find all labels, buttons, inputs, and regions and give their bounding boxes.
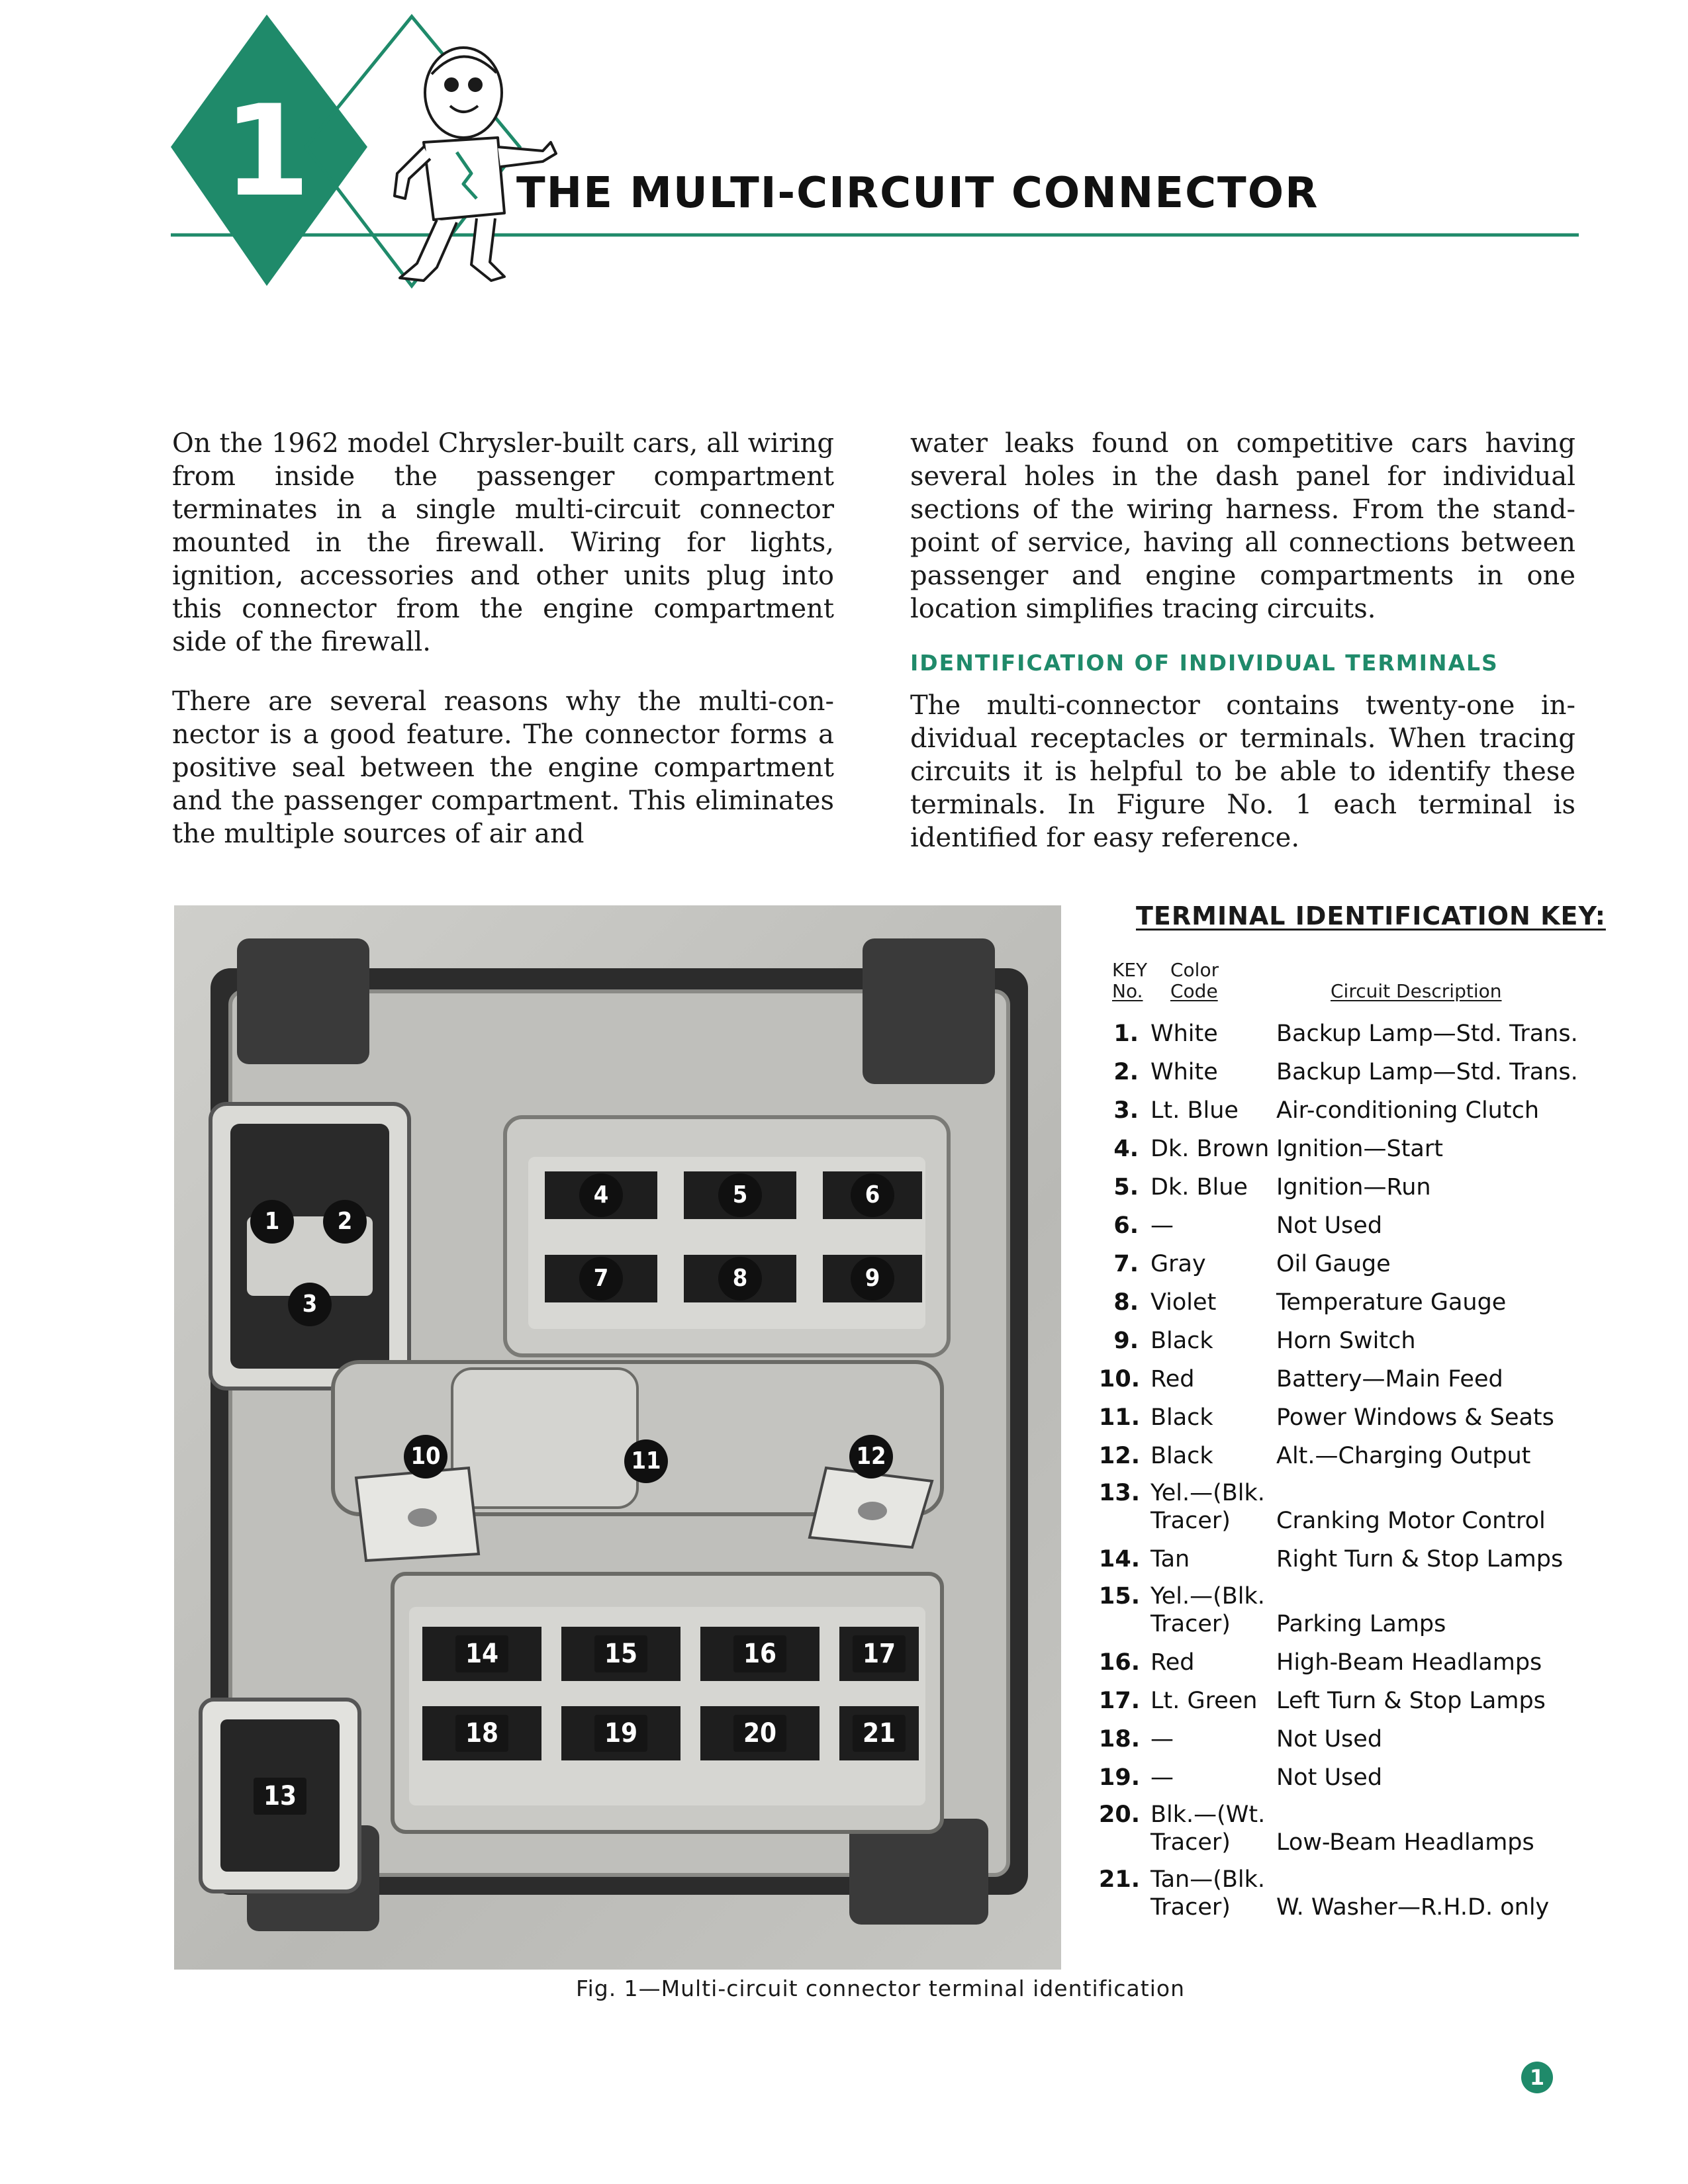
terminal-label: 21 <box>853 1715 906 1752</box>
color-code: Black <box>1150 1328 1213 1354</box>
key-row <box>1099 1437 1602 1475</box>
terminal-label: 3 <box>288 1283 332 1326</box>
terminal-label: 18 <box>455 1715 508 1752</box>
color-code: Lt. Blue <box>1150 1097 1239 1124</box>
key-header-circuit-description <box>1331 981 1502 1002</box>
color-code: — <box>1150 1726 1174 1752</box>
key-header-text: Code <box>1170 980 1218 1002</box>
terminal-label: 19 <box>594 1715 647 1752</box>
circuit-description: Power Windows & Seats <box>1276 1404 1554 1431</box>
body-right-column <box>910 427 1575 854</box>
key-number: 7. <box>1113 1251 1139 1277</box>
circuit-description: Oil Gauge <box>1276 1251 1391 1277</box>
key-number: 21. <box>1099 1866 1141 1893</box>
color-code: — <box>1150 1212 1174 1239</box>
color-code: Tan <box>1150 1546 1190 1572</box>
terminal-label: 11 <box>624 1439 668 1483</box>
circuit-description: Backup Lamp—Std. Trans. <box>1276 1021 1578 1047</box>
key-row <box>1099 1720 1602 1758</box>
terminal-label: 15 <box>594 1635 647 1672</box>
circuit-description: Battery—Main Feed <box>1276 1366 1503 1392</box>
terminal-label: 8 <box>718 1257 762 1300</box>
color-code: Lt. Green <box>1150 1688 1258 1714</box>
terminal-label: 10 <box>404 1435 447 1479</box>
circuit-description: Alt.—Charging Output <box>1276 1443 1531 1469</box>
key-number: 19. <box>1099 1764 1141 1791</box>
key-row <box>1099 1206 1602 1245</box>
key-number: 6. <box>1113 1212 1139 1239</box>
terminal-label: 1 <box>250 1200 294 1244</box>
circuit-description: Low-Beam Headlamps <box>1276 1829 1534 1856</box>
circuit-description: Parking Lamps <box>1276 1611 1446 1637</box>
connector-drawing <box>174 905 1061 1970</box>
key-title: TERMINAL IDENTIFICATION KEY: <box>1136 901 1606 931</box>
key-number: 9. <box>1113 1328 1139 1354</box>
terminal-label: 14 <box>455 1635 508 1672</box>
color-code: — <box>1150 1764 1174 1791</box>
key-number: 13. <box>1099 1480 1141 1506</box>
body-paragraph: On the 1962 model Chrysler-built cars, all wiring from inside the passenger compartment terminates in a single multi-circuit connector mounted in the firewall. Wiring for lights, ignition, accessories and other units plug into this connector from the engine compartment side of the firewall. <box>172 428 834 657</box>
circuit-description: Not Used <box>1276 1726 1383 1752</box>
key-row <box>1099 1015 1602 1053</box>
circuit-description: Horn Switch <box>1276 1328 1416 1354</box>
circuit-description: Not Used <box>1276 1212 1383 1239</box>
body-left-column <box>172 427 834 850</box>
key-row <box>1099 1758 1602 1797</box>
color-code: Gray <box>1150 1251 1206 1277</box>
key-header-key-no <box>1112 960 1147 1002</box>
key-header-text: Color <box>1170 959 1219 981</box>
key-number: 15. <box>1099 1583 1141 1610</box>
key-number: 12. <box>1099 1443 1141 1469</box>
terminal-label: 6 <box>851 1173 894 1217</box>
key-row <box>1099 1283 1602 1322</box>
section-heading: IDENTIFICATION OF INDIVIDUAL TERMINALS <box>910 650 1499 676</box>
terminal-label: 5 <box>718 1173 762 1217</box>
terminal-label: 9 <box>851 1257 894 1300</box>
connector-photo <box>174 905 1061 1970</box>
circuit-description: Cranking Motor Control <box>1276 1508 1546 1534</box>
key-row <box>1099 1398 1602 1437</box>
key-number: 17. <box>1099 1688 1141 1714</box>
key-row <box>1099 1862 1602 1927</box>
color-code: Yel.—(Blk. Tracer) <box>1150 1480 1265 1534</box>
circuit-description: Air-conditioning Clutch <box>1276 1097 1540 1124</box>
body-paragraph: There are several reasons why the multi-connector is a good feature. The connector forms a positive seal between the engine compartment and the passenger compartment. This eliminates the multiple sources of air and <box>172 686 834 849</box>
key-row <box>1099 1360 1602 1398</box>
key-number: 20. <box>1099 1801 1141 1828</box>
key-number: 4. <box>1113 1136 1139 1162</box>
key-header-text: Circuit Description <box>1331 980 1502 1002</box>
circuit-description: High-Beam Headlamps <box>1276 1649 1542 1676</box>
color-code: Violet <box>1150 1289 1217 1316</box>
key-number: 18. <box>1099 1726 1141 1752</box>
key-number: 2. <box>1113 1059 1139 1085</box>
key-row <box>1099 1797 1602 1862</box>
terminal-label: 13 <box>254 1778 306 1815</box>
key-number: 5. <box>1113 1174 1139 1201</box>
key-header-text: KEY <box>1112 959 1148 981</box>
color-code: Dk. Brown <box>1150 1136 1270 1162</box>
page-number: 1 <box>1521 2062 1553 2093</box>
key-row <box>1099 1322 1602 1360</box>
terminal-label: 16 <box>733 1635 786 1672</box>
key-header-color-code <box>1170 960 1219 1002</box>
color-code: Red <box>1150 1649 1195 1676</box>
color-code: Blk.—(Wt. Tracer) <box>1150 1801 1266 1856</box>
body-paragraph: water leaks found on competitive cars having several holes in the dash panel for individual sections of the wiring harness. From the standpoint of service, having all connections between passenger and engine compartments in one location simplifies tracing circuits. <box>910 428 1575 624</box>
terminal-label: 12 <box>849 1435 893 1479</box>
key-number: 1. <box>1113 1021 1139 1047</box>
key-row <box>1099 1130 1602 1168</box>
terminal-label: 20 <box>733 1715 786 1752</box>
circuit-description: Ignition—Start <box>1276 1136 1443 1162</box>
body-paragraph: The multi-connector contains twenty-one individual receptacles or terminals. When tracing circuits it is helpful to be able to identify these terminals. In Figure No. 1 each terminal is identified for easy reference. <box>910 690 1575 853</box>
circuit-description: Right Turn & Stop Lamps <box>1276 1546 1564 1572</box>
color-code: Dk. Blue <box>1150 1174 1248 1201</box>
terminal-label: 2 <box>323 1200 367 1244</box>
key-number: 8. <box>1113 1289 1139 1316</box>
color-code: White <box>1150 1059 1218 1085</box>
key-row <box>1099 1682 1602 1720</box>
figure-caption: Fig. 1—Multi-circuit connector terminal identification <box>576 1976 1185 2001</box>
terminal-label: 4 <box>579 1173 623 1217</box>
key-row <box>1099 1091 1602 1130</box>
key-number: 16. <box>1099 1649 1141 1676</box>
key-row <box>1099 1168 1602 1206</box>
circuit-description: Ignition—Run <box>1276 1174 1431 1201</box>
color-code: Black <box>1150 1404 1213 1431</box>
mascot-illustration <box>395 48 556 281</box>
terminal-key-table <box>1099 1015 1602 1927</box>
key-row <box>1099 1578 1602 1643</box>
terminal-label: 17 <box>853 1635 906 1672</box>
circuit-description: W. Washer—R.H.D. only <box>1276 1894 1550 1921</box>
key-number: 3. <box>1113 1097 1139 1124</box>
key-number: 14. <box>1099 1546 1141 1572</box>
chapter-number: 1 <box>222 77 311 224</box>
key-header-text: No. <box>1112 980 1143 1002</box>
key-row <box>1099 1643 1602 1682</box>
color-code: Black <box>1150 1443 1213 1469</box>
key-row <box>1099 1475 1602 1540</box>
key-row <box>1099 1053 1602 1091</box>
color-code: Yel.—(Blk. Tracer) <box>1150 1583 1265 1637</box>
key-number: 10. <box>1099 1366 1141 1392</box>
circuit-description: Backup Lamp—Std. Trans. <box>1276 1059 1578 1085</box>
key-row <box>1099 1540 1602 1578</box>
chapter-title: THE MULTI-CIRCUIT CONNECTOR <box>516 169 1319 218</box>
circuit-description: Left Turn & Stop Lamps <box>1276 1688 1546 1714</box>
key-row <box>1099 1245 1602 1283</box>
color-code: Tan—(Blk. Tracer) <box>1150 1866 1266 1921</box>
circuit-description: Temperature Gauge <box>1276 1289 1507 1316</box>
color-code: Red <box>1150 1366 1195 1392</box>
color-code: White <box>1150 1021 1218 1047</box>
terminal-label: 7 <box>579 1257 623 1300</box>
circuit-description: Not Used <box>1276 1764 1383 1791</box>
key-number: 11. <box>1099 1404 1141 1431</box>
